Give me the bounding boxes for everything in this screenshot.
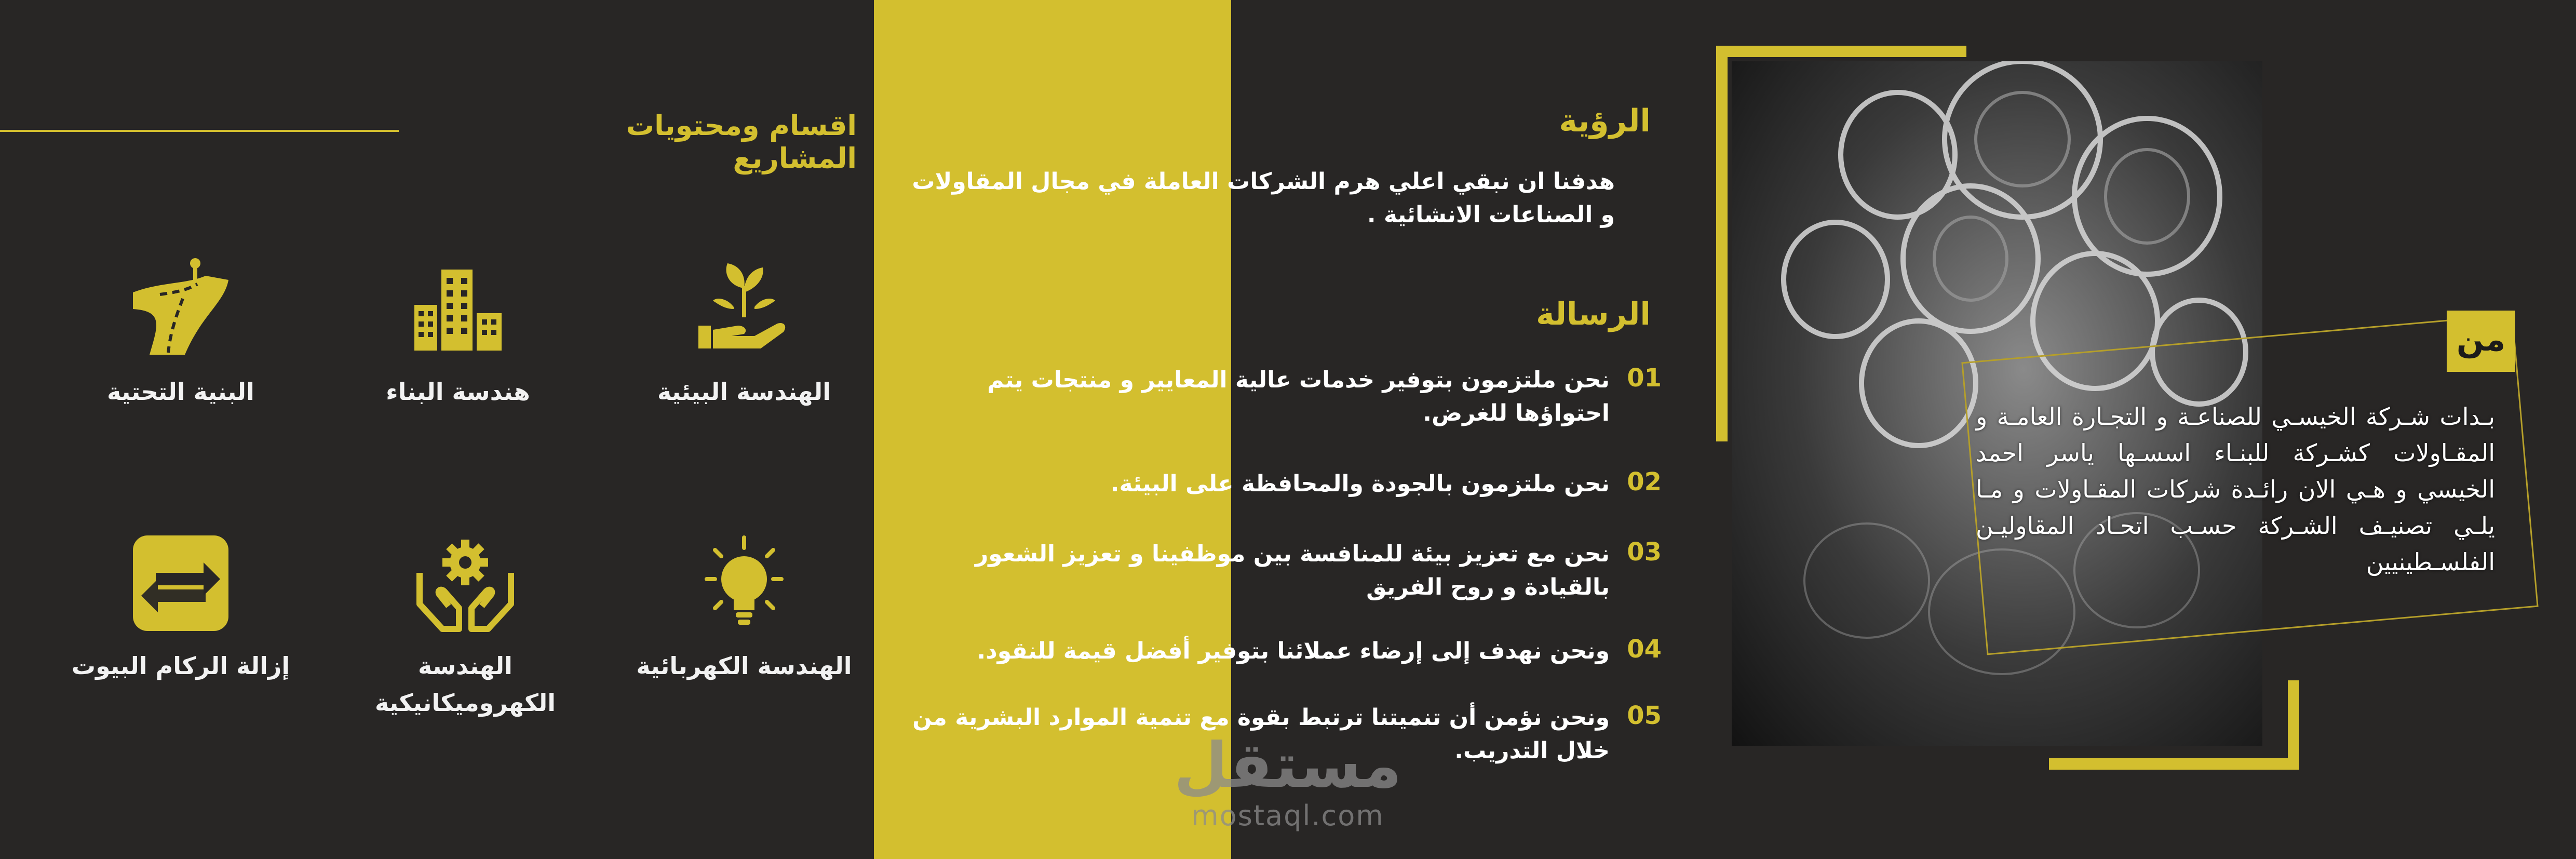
service-label: إزالة الركام البيوت: [71, 652, 290, 680]
vision-heading: الرؤية: [1559, 103, 1651, 139]
service-debris-removal: [66, 531, 295, 684]
swap-arrows-icon: [129, 531, 233, 635]
vision-text: هدفنا ان نبقي اعلي هرم الشركات العاملة في مجال المقاولات و الصناعات الانشائية .: [912, 168, 1615, 228]
plant-hand-icon: [692, 257, 796, 361]
service-label: الهندسة الكهروميكانيكية: [374, 652, 556, 717]
mission-text: نحن ملتزمون بالجودة والمحافظة على البيئة.: [1110, 471, 1610, 497]
mission-number: 04: [1627, 635, 1662, 664]
mission-text: ونحن نؤمن أن تنميتنا ترتبط بقوة مع تنمية الموارد البشرية من خلال التدريب.: [912, 704, 1610, 764]
road-icon: [129, 257, 233, 361]
watermark-arabic: مستقل: [1174, 730, 1402, 802]
service-infrastructure: [66, 257, 295, 410]
sections-title: اقسام ومحتويات المشاريع: [626, 109, 857, 175]
service-label: الهندسة الكهربائية: [636, 652, 852, 680]
mission-text: نحن ملتزمون بتوفير خدمات عالية المعايير و منتجات يتم احتواؤها للغرض.: [987, 367, 1610, 426]
mission-number: 05: [1627, 701, 1662, 730]
service-electrical: [630, 531, 858, 684]
mission-number: 01: [1627, 364, 1662, 393]
service-environmental: [630, 257, 858, 410]
service-label: هندسة البناء: [386, 378, 530, 406]
service-building: [344, 257, 572, 410]
gear-hands-icon: [413, 531, 517, 635]
mission-heading: الرسالة: [1536, 296, 1651, 332]
mission-item: [898, 635, 1662, 668]
lightbulb-icon: [692, 531, 796, 635]
mission-item: [898, 364, 1662, 430]
buildings-icon: [406, 257, 510, 361]
about-text: بـدات شـركة الخيسـي للصناعـة و التجـارة العامـة و المقـاولات كشـركة للبنـاء اسسـها ياسر احمد الخيسي و هـي الان رائـدة شركات المقـاولات و مـا يلـي تصنيـف الشـركة حسـب اتحـاد المقاوليـن الفلسـطينيين: [1976, 402, 2495, 576]
service-label: البنية التحتية: [107, 378, 254, 406]
watermark-url: mostaql.com: [1191, 799, 1384, 832]
about-tag: من: [2447, 311, 2515, 372]
mission-text: نحن مع تعزيز بيئة للمنافسة بين موظفينا و تعزيز الشعور بالقيادة و روح الفريق: [975, 541, 1610, 600]
service-electromechanical: [351, 531, 579, 722]
title-rule: [0, 130, 399, 132]
service-label: الهندسة البيئية: [657, 378, 831, 406]
mission-text: ونحن نهدف إلى إرضاء عملائنا بتوفير أفضل قيمة للنقود.: [977, 638, 1610, 664]
mission-number: 03: [1627, 538, 1662, 567]
mission-item: [898, 467, 1662, 501]
mission-item: [898, 538, 1662, 604]
mission-number: 02: [1627, 467, 1662, 496]
watermark: [1168, 730, 1407, 832]
